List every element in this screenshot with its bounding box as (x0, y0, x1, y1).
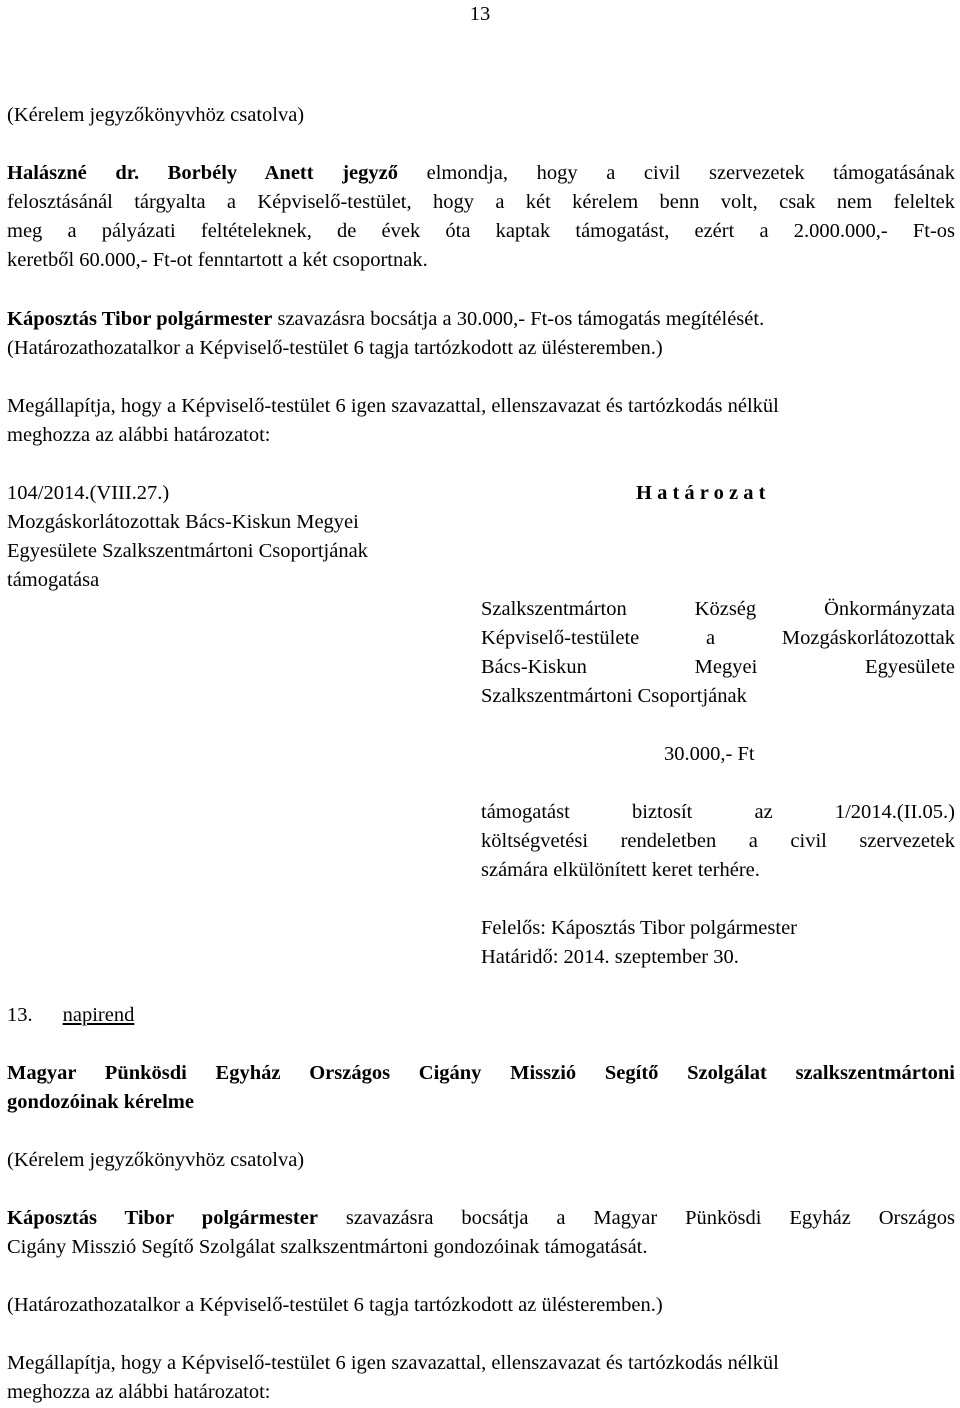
resolution-subject-line-1: Mozgáskorlátozottak Bács-Kiskun Megyei (7, 511, 359, 533)
resolution-subject-line-3: támogatása (7, 569, 100, 591)
agenda-vote-call-line-1: Káposztás Tibor polgármester szavazásra bocsátja a Magyar Pünkösdi Egyház Országos (7, 1207, 955, 1229)
resolution-body-line-3: Bács-Kiskun Megyei Egyesülete (481, 656, 955, 678)
notary-statement-line-1: Halászné dr. Borbély Anett jegyző elmondja, hogy a civil szervezetek támogatásának (7, 162, 955, 184)
resolution-subject-line-2: Egyesülete Szalkszentmártoni Csoportjának (7, 540, 368, 562)
agenda-vote-result-line-1: Megállapítja, hogy a Képviselő-testület 6 igen szavazattal, ellenszavazat és tartózkodás nélkül (7, 1352, 779, 1374)
resolution-body2-line-3: számára elkülönített keret terhére. (481, 859, 760, 881)
vote-result-line-1: Megállapítja, hogy a Képviselő-testület 6 igen szavazattal, ellenszavazat és tartózkodás nélkül (7, 395, 779, 417)
agenda-label: napirend (62, 1004, 135, 1026)
notary-statement-line-3: meg a pályázati feltételeknek, de évek óta kaptak támogatást, ezért a 2.000.000,- Ft-os (7, 220, 955, 242)
notary-statement-line-2: felosztásánál tárgyalta a Képviselő-testület, hogy a két kérelem benn volt, csak nem feleltek (7, 191, 955, 213)
attendance-note: (Határozathozatalkor a Képviselő-testület 6 tagja tartózkodott az ülésteremben.) (7, 337, 663, 359)
agenda-title-line-1: Magyar Pünkösdi Egyház Országos Cigány Misszió Segítő Szolgálat szalkszentmártoni (7, 1062, 955, 1084)
responsible-person: Felelős: Káposztás Tibor polgármester (481, 917, 798, 939)
resolution-heading: H a t á r o z a t (636, 482, 766, 504)
agenda-number: 13. (7, 1004, 33, 1026)
agenda-title-line-2: gondozóinak kérelme (7, 1091, 194, 1113)
page-number: 13 (469, 3, 491, 25)
resolution-body2-line-2: költségvetési rendeletben a civil szervezetek (481, 830, 955, 852)
vote-result-line-2: meghozza az alábbi határozatot: (7, 424, 271, 446)
notary-name: Halászné dr. Borbély Anett jegyző (7, 162, 398, 184)
notary-statement-line-4: keretből 60.000,- Ft-ot fenntartott a két csoportnak. (7, 249, 428, 271)
mayor-name: Káposztás Tibor polgármester (7, 308, 273, 330)
agenda-vote-call-line-2: Cigány Misszió Segítő Szolgálat szalkszentmártoni gondozóinak támogatását. (7, 1236, 648, 1258)
agenda-vote-result-line-2: meghozza az alábbi határozatot: (7, 1381, 271, 1403)
resolution-body-line-2: Képviselő-testülete a Mozgáskorlátozottak (481, 627, 955, 649)
agenda-mayor-name: Káposztás Tibor polgármester (7, 1207, 318, 1229)
resolution-number: 104/2014.(VIII.27.) (7, 482, 170, 504)
resolution-body-line-4: Szalkszentmártoni Csoportjának (481, 685, 747, 707)
deadline: Határidő: 2014. szeptember 30. (481, 946, 739, 968)
support-amount: 30.000,- Ft (664, 743, 755, 765)
agenda-item-header (7, 1001, 134, 1030)
agenda-attendance-note: (Határozathozatalkor a Képviselő-testület 6 tagja tartózkodott az ülésteremben.) (7, 1294, 663, 1316)
resolution-body2-line-1: támogatást biztosít az 1/2014.(II.05.) (481, 801, 955, 823)
resolution-body-line-1: Szalkszentmárton Község Önkormányzata (481, 598, 955, 620)
agenda-attachment-note: (Kérelem jegyzőkönyvhöz csatolva) (7, 1149, 305, 1171)
attachment-note: (Kérelem jegyzőkönyvhöz csatolva) (7, 104, 305, 126)
mayor-vote-call: Káposztás Tibor polgármester szavazásra bocsátja a 30.000,- Ft-os támogatás megítélését. (7, 308, 765, 330)
